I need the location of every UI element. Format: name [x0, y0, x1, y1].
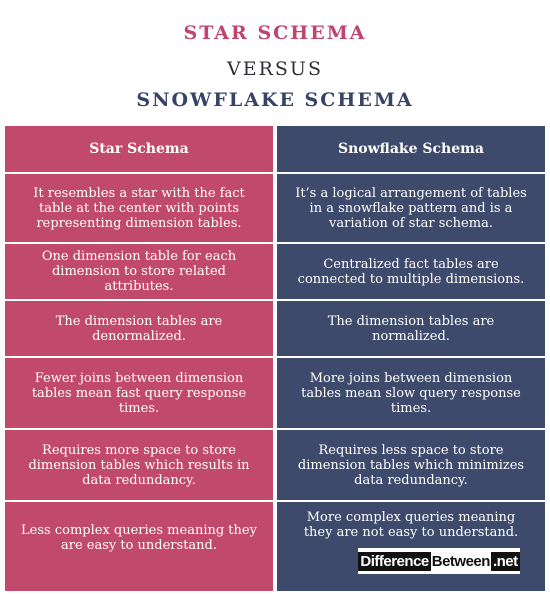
- snowflake-cell-1: It’s a logical arrangement of tables in a snowflake pattern and is a variation of star schema.: [295, 185, 527, 231]
- snowflake-cell-4: More joins between dimension tables mean slow query response times.: [301, 370, 521, 416]
- star-cell-1: It resembles a star with the fact table at the center with points representing dimension tables.: [33, 185, 245, 231]
- title-snowflake-schema: SNOWFLAKE SCHEMA: [136, 89, 414, 111]
- snowflake-cell-2: Centralized fact tables are connected to multiple dimensions.: [297, 256, 525, 287]
- snowflake-cell-5: Requires less space to store dimension tables which minimizes data redundancy.: [297, 442, 525, 488]
- snowflake-schema-column: [277, 126, 545, 591]
- logo-part-between: Between: [431, 552, 490, 570]
- snowflake-cell-6: More complex queries meaning they are not easy to understand.: [303, 510, 519, 540]
- logo-part-net: .net: [492, 552, 518, 570]
- star-schema-column: [5, 126, 273, 591]
- comparison-table: [5, 126, 545, 591]
- difference-between-logo: [358, 548, 520, 574]
- star-cell-6: Less complex queries meaning they are easy to understand.: [21, 523, 257, 553]
- star-cell-5: Requires more space to store dimension tables which results in data redundancy.: [28, 442, 250, 488]
- logo-part-difference: Difference: [360, 552, 429, 570]
- snowflake-schema-header: Snowflake Schema: [337, 141, 484, 157]
- title-star-schema: STAR SCHEMA: [183, 22, 367, 44]
- star-cell-2: One dimension table for each dimension to store related attributes.: [41, 249, 237, 294]
- star-cell-4: Fewer joins between dimension tables mean fast query response times.: [31, 370, 247, 416]
- title-versus: VERSUS: [227, 58, 323, 80]
- star-cell-3: The dimension tables are denormalized.: [55, 313, 223, 344]
- star-schema-header: Star Schema: [89, 141, 189, 157]
- snowflake-cell-3: The dimension tables are normalized.: [327, 313, 495, 344]
